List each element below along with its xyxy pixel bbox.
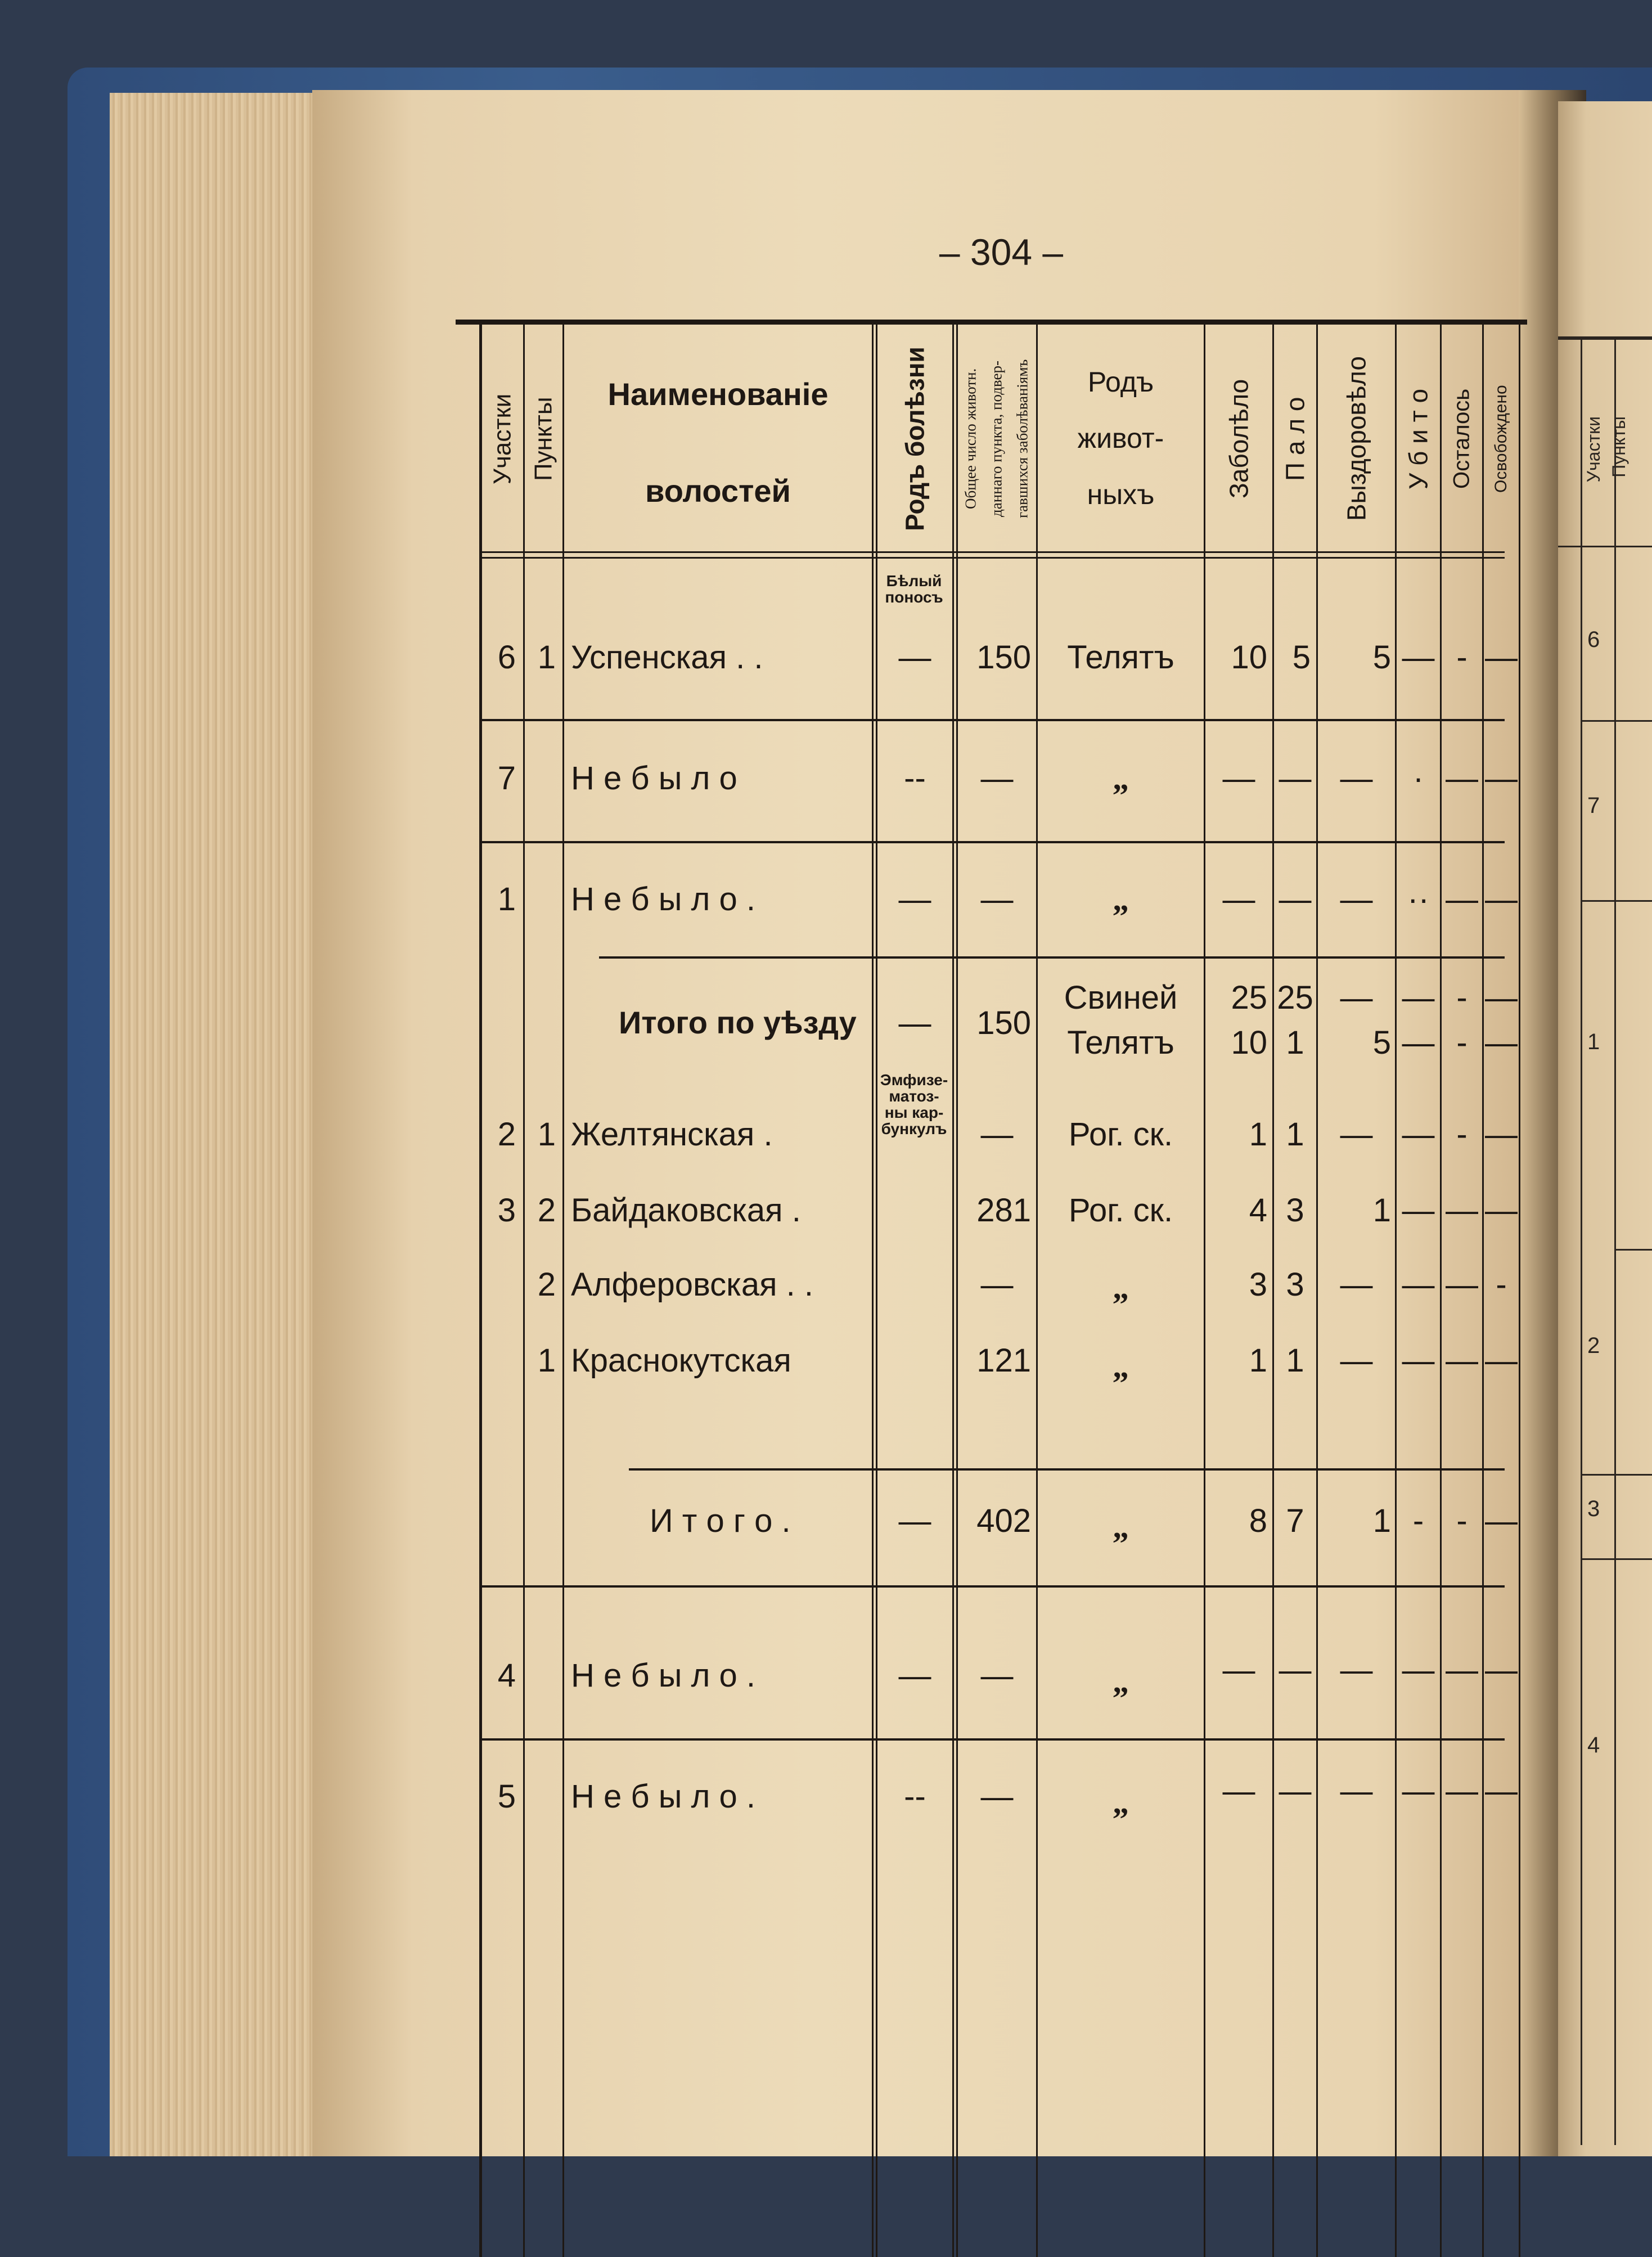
cell-osvobozhdeno: —	[1485, 639, 1518, 676]
cell-ostalos: -	[1456, 1116, 1468, 1153]
cell-total: 150	[976, 639, 1031, 676]
cell-disease: Эмфизе-матоз-ны кар-бункулъ	[880, 1071, 948, 1138]
cell-osvobozhdeno: —	[1485, 1342, 1518, 1379]
cell-palo: 1	[1286, 1024, 1304, 1061]
cell-ostalos: —	[1446, 760, 1478, 797]
cell-total: —	[980, 1116, 1014, 1153]
cell-palo: 1	[1286, 1116, 1304, 1153]
cell-ubito: —	[1402, 1116, 1435, 1153]
cell-vyzdorovelo: —	[1340, 1342, 1373, 1379]
cell-animal: Телятъ	[1067, 639, 1174, 676]
cell-zabolelo: —	[1222, 881, 1255, 918]
header-osvobozhdeno: Освобождено	[1492, 385, 1510, 493]
cell-vyzdorovelo: —	[1340, 1116, 1373, 1153]
cell-volost-name: Успенская . .	[571, 639, 763, 676]
cell-punkt: 1	[537, 1116, 556, 1153]
cell-ostalos: -	[1456, 639, 1468, 676]
cell-uchastok: 3	[497, 1192, 516, 1229]
header-rod-zhiv-2: живот-	[1077, 422, 1164, 454]
cell-volost-name: Итого по уѣзду	[619, 1005, 857, 1040]
cell-volost-name: Краснокутская	[571, 1342, 791, 1379]
header-bottom-rule	[481, 557, 1505, 559]
cell-osvobozhdeno: —	[1485, 1116, 1518, 1153]
cell-volost-name: Н е б ы л о .	[571, 881, 755, 918]
col-rule	[952, 325, 954, 2257]
cell-uchastok: 6	[497, 639, 516, 676]
right-page-number: 7	[1587, 793, 1600, 818]
page-number: – 304 –	[939, 231, 1064, 273]
cell-uchastok: 2	[497, 1116, 516, 1153]
cell-zabolelo: 1	[1249, 1342, 1267, 1379]
cell-animal-ditto: „	[1113, 1269, 1129, 1306]
cell-palo: 7	[1286, 1503, 1304, 1539]
cell-animal-ditto: „	[1113, 1663, 1129, 1700]
cell-vyzdorovelo: 1	[1372, 1192, 1391, 1229]
header-name-line2: волостей	[645, 473, 791, 509]
cell-vyzdorovelo: —	[1340, 1266, 1373, 1303]
header-ubito: У б и т о	[1403, 388, 1433, 489]
cell-ostalos: -	[1456, 1503, 1468, 1539]
cell-disease-dash: —	[898, 881, 931, 918]
subtotal-rule	[599, 956, 1505, 959]
cell-total: —	[980, 760, 1014, 797]
header-vyzdorovelo: Выздоровѣло	[1342, 356, 1371, 521]
cell-ubito: ·	[1412, 760, 1424, 797]
right-page-number: 2	[1587, 1333, 1600, 1358]
cell-palo: —	[1279, 1773, 1312, 1809]
cell-volost-name: Байдаковская .	[571, 1192, 801, 1229]
header-rod-zhiv-1: Родъ	[1087, 366, 1154, 398]
cell-disease-dash: —	[898, 1657, 931, 1694]
cell-zabolelo: 3	[1249, 1266, 1267, 1303]
header-zabolelo: Заболѣло	[1224, 379, 1254, 499]
cell-ostalos: —	[1446, 1652, 1478, 1688]
cell-palo: —	[1279, 760, 1312, 797]
cell-animal-ditto: „	[1113, 1784, 1129, 1820]
right-page-number: 6	[1587, 627, 1600, 652]
header-punkty: Пункты	[529, 397, 557, 481]
header-rod-bolezni: Родъ болѣзни	[900, 347, 930, 531]
cell-total: 150	[976, 1005, 1031, 1041]
cell-osvobozhdeno: —	[1485, 881, 1518, 918]
cell-ubito: -	[1412, 1503, 1424, 1539]
cell-volost-name: Н е б ы л о	[571, 760, 737, 797]
cell-zabolelo: 4	[1249, 1192, 1267, 1229]
cell-ostalos: —	[1446, 881, 1478, 918]
cell-palo: —	[1279, 1652, 1312, 1688]
row-rule	[481, 719, 1505, 721]
cell-ubito: —	[1402, 1652, 1435, 1688]
right-page-number: 3	[1587, 1496, 1600, 1521]
cell-zabolelo: —	[1222, 1773, 1255, 1809]
cell-volost-name: И т о г о .	[650, 1503, 791, 1539]
right-page-number: 4	[1587, 1733, 1600, 1757]
cell-animal-ditto: „	[1113, 881, 1129, 918]
cell-animal: Рог. ск.	[1068, 1116, 1173, 1153]
header-name-line1: Наименованіе	[607, 376, 829, 412]
cell-osvobozhdeno: —	[1485, 760, 1518, 797]
cell-ubito: —	[1402, 1342, 1435, 1379]
cell-vyzdorovelo: —	[1340, 881, 1373, 918]
cell-volost-name: Н е б ы л о .	[571, 1778, 755, 1815]
cell-animal-ditto: „	[1113, 1348, 1129, 1384]
cell-disease: Бѣлый поносъ	[885, 572, 943, 606]
cell-osvobozhdeno: -	[1496, 1266, 1507, 1303]
cell-ostalos: -	[1456, 979, 1468, 1016]
cell-palo: 3	[1286, 1266, 1304, 1303]
cell-ubito: —	[1402, 1192, 1435, 1229]
cell-disease-dash: —	[898, 1005, 931, 1041]
header-bottom-rule	[481, 551, 1505, 553]
cell-total: 402	[976, 1503, 1031, 1539]
cell-ostalos: -	[1456, 1024, 1468, 1061]
cell-ostalos: —	[1446, 1773, 1478, 1809]
cell-uchastok: 5	[497, 1778, 516, 1815]
cell-animal: Телятъ	[1067, 1024, 1174, 1061]
cell-disease-dash: —	[898, 639, 931, 676]
cell-osvobozhdeno: —	[1485, 1773, 1518, 1809]
cell-zabolelo: 10	[1231, 1024, 1267, 1061]
cell-vyzdorovelo: —	[1340, 1773, 1373, 1809]
header-obshchee-3: гавшихся заболѣваніямъ	[1014, 359, 1031, 519]
cell-disease-dash: —	[898, 1503, 931, 1539]
cell-zabolelo: 25	[1231, 979, 1267, 1016]
cell-uchastok: 1	[497, 881, 516, 918]
subtotal-rule	[629, 1468, 1505, 1471]
cell-uchastok: 4	[497, 1657, 516, 1694]
cell-ubito: ··	[1407, 881, 1429, 918]
cell-palo: 1	[1286, 1342, 1304, 1379]
col-rule	[562, 325, 564, 2257]
right-page-number: 1	[1587, 1029, 1600, 1054]
cell-punkt: 2	[537, 1266, 556, 1303]
cell-punkt: 1	[537, 639, 556, 676]
cell-vyzdorovelo: —	[1340, 979, 1373, 1016]
col-rule	[876, 325, 877, 2257]
cell-osvobozhdeno: —	[1485, 1024, 1518, 1061]
cell-uchastok: 7	[497, 760, 516, 797]
right-page-uchastki: Участки	[1583, 416, 1604, 483]
cell-animal: Рог. ск.	[1068, 1192, 1173, 1229]
cell-total: —	[980, 1266, 1014, 1303]
row-rule	[481, 1585, 1505, 1588]
cell-volost-name: Алферовская . .	[571, 1266, 813, 1303]
cell-animal-ditto: „	[1113, 1508, 1129, 1545]
header-uchastki: Участки	[488, 393, 516, 484]
header-obshchee-2: даннаго пункта, подвер-	[988, 361, 1005, 518]
cell-zabolelo: 10	[1231, 639, 1267, 676]
cell-zabolelo: 8	[1249, 1503, 1267, 1539]
cell-ubito: —	[1402, 1773, 1435, 1809]
table-top-rule	[456, 320, 1527, 325]
cell-volost-name: Н е б ы л о .	[571, 1657, 755, 1694]
cell-vyzdorovelo: —	[1340, 760, 1373, 797]
cell-vyzdorovelo: 1	[1372, 1503, 1391, 1539]
cell-ostalos: —	[1446, 1266, 1478, 1303]
cell-ostalos: —	[1446, 1342, 1478, 1379]
cell-total: —	[980, 881, 1014, 918]
row-rule	[481, 841, 1505, 843]
cell-animal-ditto: „	[1113, 760, 1129, 797]
cell-punkt: 1	[537, 1342, 556, 1379]
cell-total: 121	[976, 1342, 1031, 1379]
cell-palo: 5	[1292, 639, 1311, 676]
cell-ostalos: —	[1446, 1192, 1478, 1229]
cell-zabolelo: —	[1222, 760, 1255, 797]
cell-zabolelo: 1	[1249, 1116, 1267, 1153]
cell-zabolelo: —	[1222, 1652, 1255, 1688]
col-rule	[1519, 325, 1520, 2257]
cell-ubito: —	[1402, 1266, 1435, 1303]
cell-vyzdorovelo: 5	[1372, 1024, 1391, 1061]
header-palo: П а л о	[1280, 397, 1310, 481]
col-rule	[872, 325, 874, 2257]
cell-disease-dash: --	[904, 1778, 926, 1815]
cell-punkt: 2	[537, 1192, 556, 1229]
cell-palo: 25	[1277, 979, 1313, 1016]
cell-vyzdorovelo: —	[1340, 1652, 1373, 1688]
cell-ubito: —	[1402, 1024, 1435, 1061]
cell-disease-dash: --	[904, 760, 926, 797]
header-obshchee-1: Общее число животн.	[962, 368, 979, 510]
col-rule	[479, 325, 482, 2257]
cell-volost-name: Желтянская .	[571, 1116, 773, 1153]
cell-total: —	[980, 1657, 1014, 1694]
header-rod-zhiv-3: ныхъ	[1087, 479, 1155, 510]
cell-palo: —	[1279, 881, 1312, 918]
cell-osvobozhdeno: —	[1485, 1652, 1518, 1688]
right-page-punkty: Пункты	[1609, 416, 1629, 478]
cell-ubito: —	[1402, 979, 1435, 1016]
cell-animal: Свиней	[1064, 979, 1178, 1016]
header-ostalos: Осталось	[1449, 388, 1474, 489]
cell-osvobozhdeno: —	[1485, 1503, 1518, 1539]
row-rule	[481, 1738, 1505, 1741]
cell-osvobozhdeno: —	[1485, 1192, 1518, 1229]
cell-total: —	[980, 1778, 1014, 1815]
cell-vyzdorovelo: 5	[1372, 639, 1391, 676]
cell-ubito: —	[1402, 639, 1435, 676]
cell-total: 281	[976, 1192, 1031, 1229]
cell-osvobozhdeno: —	[1485, 979, 1518, 1016]
cell-palo: 3	[1286, 1192, 1304, 1229]
